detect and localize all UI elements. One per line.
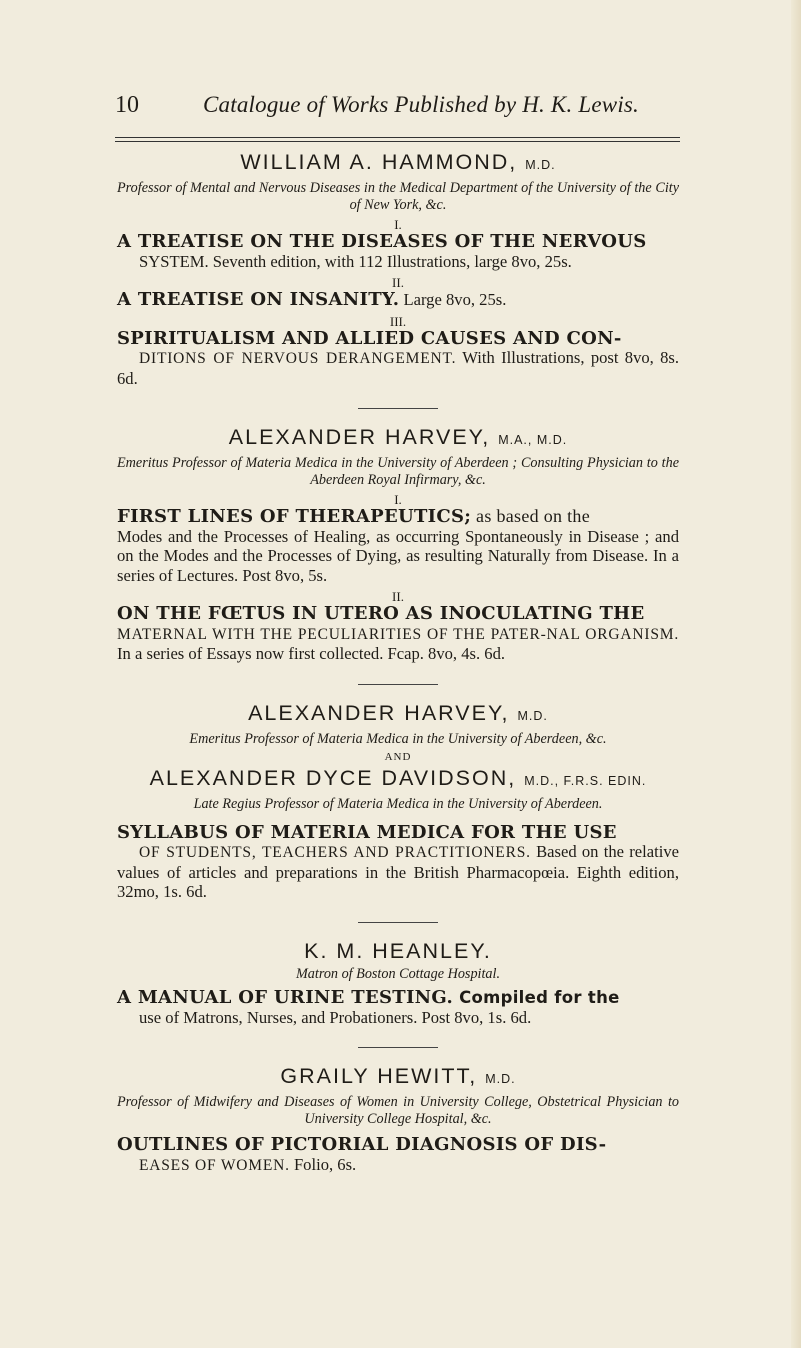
author-degree: M.D. [517, 708, 548, 723]
work-title-continued: Compiled for the [453, 988, 620, 1007]
work-number: II. [392, 275, 404, 290]
work-entry [117, 988, 679, 1027]
section-separator [358, 1047, 438, 1048]
section-separator [358, 684, 438, 685]
author-section-hewitt [117, 1064, 679, 1175]
work-title: A MANUAL OF URINE TESTING. [117, 987, 454, 1008]
work-entry [117, 1135, 679, 1175]
author-description: Emeritus Professor of Materia Medica in the University of Aberdeen ; Consulting Physician to the Aberdeen Royal Infirmary, &c. [117, 455, 679, 488]
work-title: ON THE FŒTUS IN UTERO AS INOCULATING THE [117, 603, 645, 624]
work-details: Large 8vo, 25s. [399, 290, 507, 309]
author-description: Professor of Midwifery and Diseases of Women in University College, Obstetrical Physician to University College Hospital, &c. [117, 1094, 679, 1127]
work-title-continued: as based on the [471, 506, 591, 526]
work-details: Modes and the Processes of Healing, as occurring Spontaneously in Disease ; and on the Modes and the Processes of Dying, as resulting Naturally from Disease. In a series of Lectures. Post 8vo, 5s. [117, 526, 679, 585]
and-connector: AND [384, 751, 412, 763]
work-title: A TREATISE ON THE DISEASES OF THE NERVOUS [117, 231, 647, 252]
catalogue-content [117, 150, 679, 1175]
work-entry [117, 290, 679, 310]
author-degree: M.D. [485, 1072, 516, 1086]
work-entry [117, 823, 679, 902]
section-separator [358, 922, 438, 923]
work-number: III. [389, 313, 407, 329]
work-title: FIRST LINES OF THERAPEUTICS; [117, 506, 472, 527]
work-number: I. [394, 492, 402, 507]
work-details: use of Matrons, Nurses, and Probationers. Post 8vo, 1s. 6d. [139, 1007, 532, 1027]
work-details: Based on the relative values of articles and preparations in the British Pharmacopœia. Eighth edition, 32mo, 1s. 6d. [117, 842, 679, 901]
header-rule [115, 137, 680, 138]
coauthor-name: ALEXANDER DYCE DAVIDSON, M.D., F.R.S. EDIN. [149, 766, 647, 790]
header-rule-double [115, 141, 680, 142]
page-number: 10 [115, 92, 139, 118]
author-section-harvey-davidson [117, 701, 679, 902]
work-subtitle: DITIONS OF NERVOUS DERANGEMENT. [139, 350, 457, 367]
work-title: SYLLABUS OF MATERIA MEDICA FOR THE USE [117, 821, 617, 843]
work-number: I. [394, 217, 402, 232]
work-entry [117, 329, 679, 389]
author-degree: M.D. [525, 158, 556, 172]
author-section-heanley [117, 939, 679, 1028]
work-entry [117, 232, 679, 271]
author-name: ALEXANDER HARVEY, M.A., M.D. [228, 425, 568, 449]
coauthor-description: Late Regius Professor of Materia Medica in the University of Aberdeen. [193, 796, 603, 812]
author-name: ALEXANDER HARVEY, M.D. [248, 700, 548, 725]
work-details: In a series of Essays now first collected. Fcap. 8vo, 4s. 6d. [117, 644, 506, 663]
author-description: Matron of Boston Cottage Hospital. [295, 965, 500, 982]
section-separator [358, 408, 438, 409]
work-title: OUTLINES OF PICTORIAL DIAGNOSIS OF DIS- [117, 1134, 607, 1155]
author-degree: M.A., M.D. [498, 433, 568, 447]
work-subtitle: MATERNAL WITH THE PECULIARITIES OF THE PATER-NAL ORGANISM. [117, 625, 679, 643]
work-number: II. [392, 589, 404, 604]
work-details: Folio, 6s. [289, 1154, 357, 1174]
work-entry [117, 604, 679, 664]
work-subtitle: OF STUDENTS, TEACHERS AND PRACTITIONERS. [139, 844, 531, 861]
work-details: SYSTEM. Seventh edition, with 112 Illustrations, large 8vo, 25s. [139, 251, 572, 271]
author-name: WILLIAM A. HAMMOND, M.D. [240, 150, 556, 174]
author-section-harvey [117, 425, 679, 664]
work-title: SPIRITUALISM AND ALLIED CAUSES AND CON- [117, 327, 622, 349]
author-name: GRAILY HEWITT, M.D. [280, 1064, 516, 1088]
running-header [115, 92, 675, 126]
author-name: K. M. HEANLEY. [304, 938, 492, 963]
work-title: A TREATISE ON INSANITY. [117, 289, 400, 310]
author-section-hammond [117, 150, 679, 388]
author-description: Professor of Mental and Nervous Diseases in the Medical Department of the University of the City of New York, &c. [117, 180, 679, 213]
work-details: With Illustrations, post 8vo, 8s. 6d. [117, 348, 679, 388]
work-entry [117, 507, 679, 585]
work-subtitle: EASES OF WOMEN. [139, 1156, 290, 1174]
running-title: Catalogue of Works Published by H. K. Lewis. [203, 92, 640, 117]
author-description: Emeritus Professor of Materia Medica in the University of Aberdeen, &c. [189, 730, 607, 747]
coauthor-degree: M.D., F.R.S. EDIN. [524, 774, 647, 788]
